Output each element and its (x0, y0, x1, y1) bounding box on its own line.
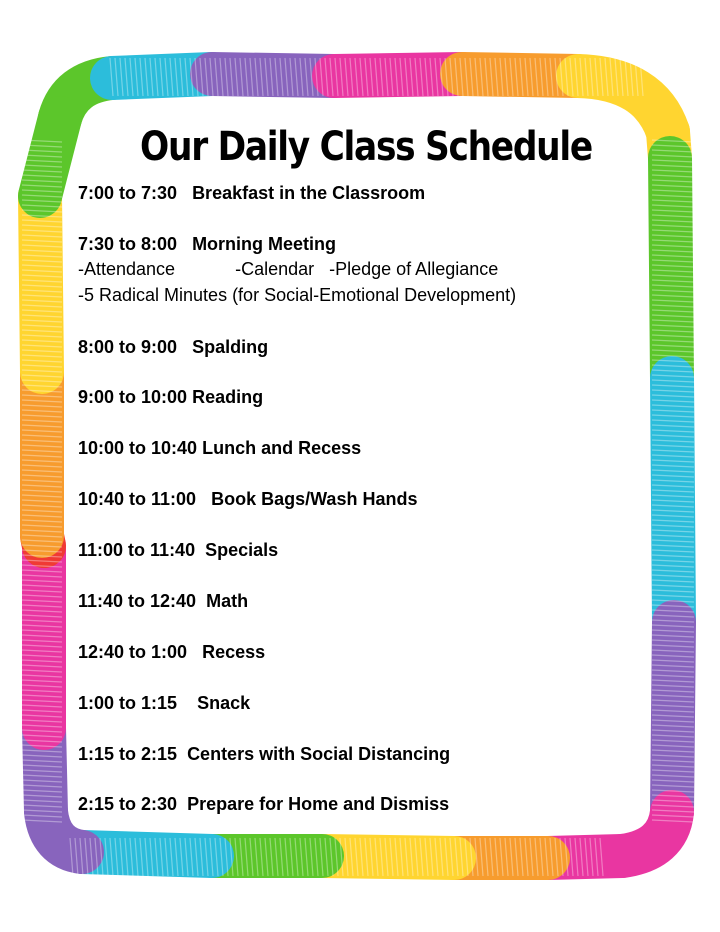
schedule-entry-heading (78, 793, 449, 815)
entry-activity: Recess (202, 642, 266, 662)
entry-activity: Book Bags/Wash Hands (211, 489, 418, 509)
entry-activity: Prepare for Home and Dismiss (187, 794, 450, 814)
schedule-entry-heading (78, 641, 265, 663)
entry-activity: Centers with Social Distancing (187, 744, 451, 764)
schedule-entry-11 (78, 793, 449, 815)
entry-time: 7:00 to 7:30 (78, 183, 178, 203)
entry-time: 8:00 to 9:00 (78, 337, 178, 357)
entry-time: 12:40 to 1:00 (78, 642, 188, 662)
entry-activity: Morning Meeting (192, 234, 337, 254)
schedule-entry-0 (78, 182, 425, 204)
entry-time: 10:00 to 10:40 (78, 438, 198, 458)
entry-detail-line: -Attendance -Calendar -Pledge of Allegiance (78, 259, 499, 279)
schedule-entry-2 (78, 336, 268, 358)
schedule-entry-heading (78, 386, 263, 408)
entry-time: 1:15 to 2:15 (78, 744, 178, 764)
entry-time: 2:15 to 2:30 (78, 794, 178, 814)
schedule-entry-10 (78, 743, 450, 765)
schedule-entry-9 (78, 692, 250, 714)
entry-time: 11:00 to 11:40 (78, 540, 196, 560)
schedule-entry-heading (78, 743, 450, 765)
schedule-entry-heading (78, 437, 361, 459)
entry-activity: Spalding (192, 337, 269, 357)
schedule-entry-heading (78, 488, 417, 510)
schedule-entry-heading (78, 336, 268, 358)
entry-time: 1:00 to 1:15 (78, 693, 178, 713)
schedule-entry-5 (78, 488, 417, 510)
entry-activity: Specials (205, 540, 279, 560)
schedule-entry-3 (78, 386, 263, 408)
entry-time: 11:40 to 12:40 (78, 591, 197, 611)
schedule-entry-6 (78, 539, 278, 561)
schedule-entry-heading (78, 539, 278, 561)
schedule-entry-heading (78, 692, 250, 714)
schedule-entry-8 (78, 641, 265, 663)
schedule-entry-1 (78, 233, 516, 308)
entry-activity: Lunch and Recess (202, 438, 362, 458)
entry-time: 7:30 to 8:00 (78, 234, 178, 254)
schedule-entry-4 (78, 437, 361, 459)
entry-activity: Math (206, 591, 249, 611)
entry-activity: Snack (197, 693, 251, 713)
schedule-entry-7 (78, 590, 248, 612)
page-title: Our Daily Class Schedule (140, 124, 592, 170)
entry-time: 10:40 to 11:00 (78, 489, 197, 509)
entry-detail-line: -5 Radical Minutes (for Social-Emotional Development) (78, 285, 517, 305)
entry-time: 9:00 to 10:00 (78, 387, 188, 407)
schedule-entry-heading (78, 590, 248, 612)
schedule-entry-heading (78, 233, 516, 255)
schedule-entry-heading (78, 182, 425, 204)
entry-activity: Breakfast in the Classroom (192, 183, 426, 203)
entry-activity: Reading (192, 387, 264, 407)
